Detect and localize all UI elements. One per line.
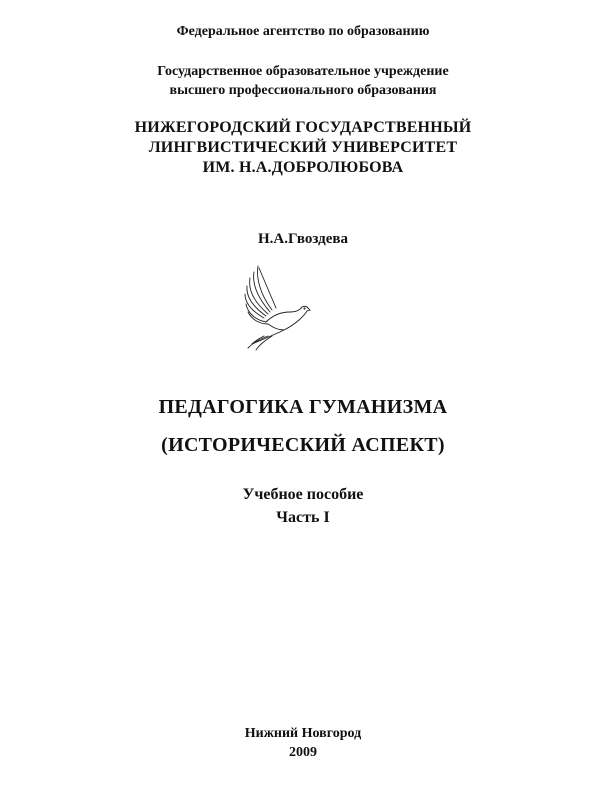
volume-part: Часть I [276,509,330,526]
book-title-line-2: (ИСТОРИЧЕСКИЙ АСПЕКТ) [161,434,445,456]
publication-year: 2009 [289,745,317,760]
publication-type: Учебное пособие [242,486,364,503]
university-name-line-1: НИЖЕГОРОДСКИЙ ГОСУДАРСТВЕННЫЙ [134,119,472,136]
author-name: Н.А.Гвоздева [257,231,349,247]
institution-type-line-1: Государственное образовательное учреждение [157,64,449,79]
institution-type-line-2: высшего профессионального образования [169,83,437,98]
university-name-line-3: ИМ. Н.А.ДОБРОЛЮБОВА [202,159,404,176]
book-title-line-1: ПЕДАГОГИКА ГУМАНИЗМА [158,396,448,418]
university-name-line-2: ЛИНГВИСТИЧЕСКИЙ УНИВЕРСИТЕТ [148,139,458,156]
dove-icon [238,264,318,354]
publication-city: Нижний Новгород [244,726,362,741]
agency-name: Федеральное агентство по образованию [176,24,430,39]
